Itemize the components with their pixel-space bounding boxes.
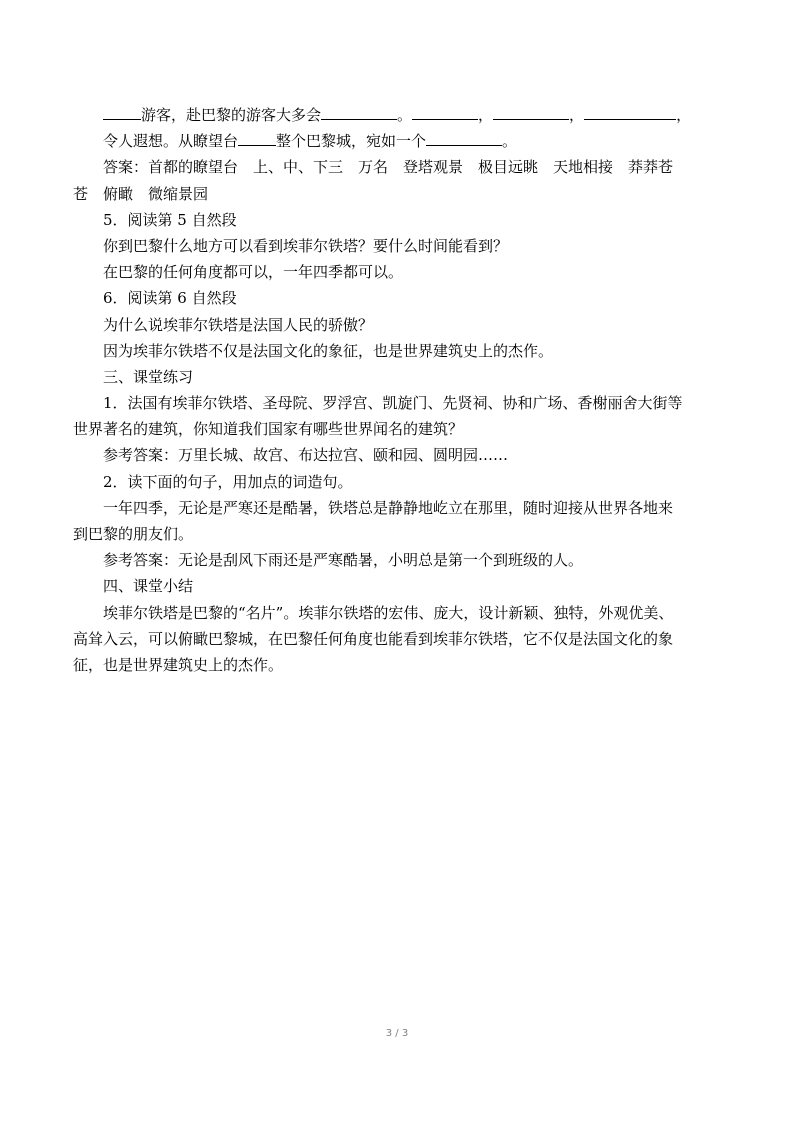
blank <box>238 130 276 146</box>
text-segment: 令人遐想。从瞭望台 <box>103 132 239 151</box>
exercise-2-sentence-line-2: 到巴黎的朋友们。 <box>73 525 194 543</box>
question-5-title: 5．阅读第 5 自然段 <box>103 210 237 229</box>
exercise-1-line-1: 1．法国有埃菲尔铁塔、圣母院、罗浮宫、凯旋门、先贤祠、协和广场、香榭丽舍大街等 <box>103 394 683 413</box>
blank <box>321 104 397 120</box>
text-segment: ， <box>478 106 494 124</box>
text-segment: 整个巴黎城，宛如一个 <box>276 132 427 151</box>
answer-text: 答案：首都的瞭望台 上、中、下三 万名 登塔观景 极目远眺 天地相接 莽莽苍 <box>103 158 674 177</box>
blank <box>493 104 569 120</box>
blank <box>426 130 502 146</box>
page-number: 3 / 3 <box>385 1028 409 1039</box>
fill-blank-line-2 <box>103 128 703 154</box>
exercise-1-answer: 参考答案：万里长城、故宫、布达拉宫、颐和园、圆明园…… <box>103 446 509 465</box>
exercise-1-line-2: 世界著名的建筑，你知道我们国家有哪些世界闻名的建筑？ <box>73 420 464 439</box>
text-segment: 游客，赴巴黎的游客大多会 <box>141 106 322 124</box>
exercise-2-title: 2．读下面的句子，用加点的词造句。 <box>103 472 353 491</box>
question-6-title: 6．阅读第 6 自然段 <box>103 289 237 308</box>
answer-line <box>103 154 703 180</box>
fill-blank-line-1 <box>103 102 703 128</box>
section-4-heading: 四、课堂小结 <box>103 577 194 596</box>
answer-line-cont <box>73 181 703 207</box>
exercise-2-sentence-line-1: 一年四季，无论是严寒还是酷暑，铁塔总是静静地屹立在那里，随时迎接从世界各地来 <box>103 498 674 517</box>
question-6-text: 为什么说埃菲尔铁塔是法国人民的骄傲？ <box>103 315 374 334</box>
question-6-answer: 因为埃菲尔铁塔不仅是法国文化的象征，也是世界建筑史上的杰作。 <box>103 341 554 360</box>
summary-line-3: 征，也是世界建筑史上的杰作。 <box>73 655 284 674</box>
answer-text-cont: 苍 俯瞰 微缩景园 <box>73 184 209 203</box>
document-body <box>73 102 703 678</box>
section-3-heading: 三、课堂练习 <box>103 367 194 386</box>
blank <box>412 104 478 120</box>
question-5-text: 你到巴黎什么地方可以看到埃菲尔铁塔？要什么时间能看到？ <box>103 236 509 255</box>
text-segment: ， <box>569 106 585 124</box>
summary-line-2: 高耸入云，可以俯瞰巴黎城，在巴黎任何角度也能看到埃菲尔铁塔，它不仅是法国文化的象 <box>73 629 674 648</box>
text-segment: 。 <box>397 106 413 124</box>
blank <box>103 104 141 120</box>
blank <box>584 104 676 120</box>
summary-line-1: 埃菲尔铁塔是巴黎的“名片”。埃菲尔铁塔的宏伟、庞大，设计新颖、独特，外观优美、 <box>103 603 674 622</box>
text-segment: 。 <box>502 132 518 151</box>
exercise-2-answer: 参考答案：无论是刮风下雨还是严寒酷暑，小明总是第一个到班级的人。 <box>103 551 584 570</box>
text-segment: ， <box>676 106 692 124</box>
question-5-answer: 在巴黎的任何角度都可以，一年四季都可以。 <box>103 263 404 282</box>
